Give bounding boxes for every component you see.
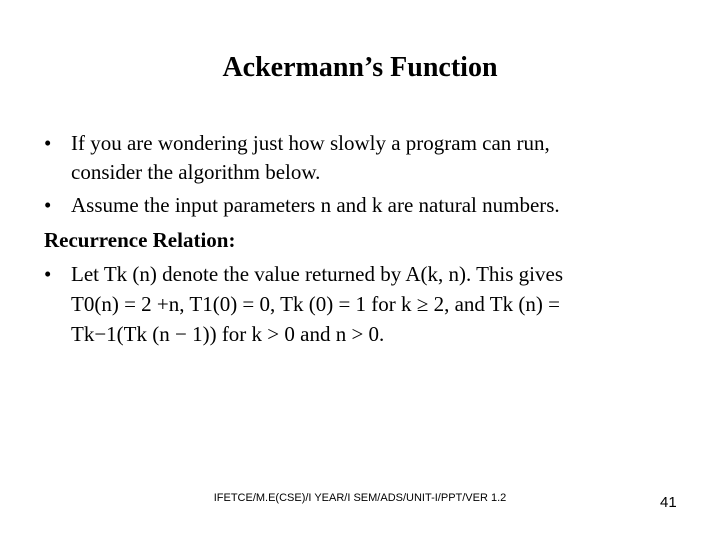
bullet-marker: • — [44, 131, 52, 155]
bullet-2-line-1: Assume the input parameters n and k are natural numbers. — [71, 193, 560, 217]
bullet-1-line-2: consider the algorithm below. — [71, 160, 321, 184]
footer-text: IFETCE/M.E(CSE)/I YEAR/I SEM/ADS/UNIT-I/PPT/VER 1.2 — [213, 492, 507, 504]
bullet-marker: • — [44, 262, 52, 286]
bullet-3-line-2: T0(n) = 2 +n, T1(0) = 0, Tk (0) = 1 for k ≥ 2, and Tk (n) = — [71, 292, 560, 316]
bullet-1-line-1: If you are wondering just how slowly a program can run, — [71, 131, 550, 155]
page-title: Ackermann’s Function — [222, 52, 498, 83]
bullet-marker: • — [44, 193, 52, 217]
bullet-3-line-3: Tk−1(Tk (n − 1)) for k > 0 and n > 0. — [71, 322, 385, 346]
recurrence-heading: Recurrence Relation: — [44, 228, 236, 252]
page-number: 41 — [660, 494, 677, 511]
bullet-3-line-1: Let Tk (n) denote the value returned by A(k, n). This gives — [71, 262, 564, 286]
